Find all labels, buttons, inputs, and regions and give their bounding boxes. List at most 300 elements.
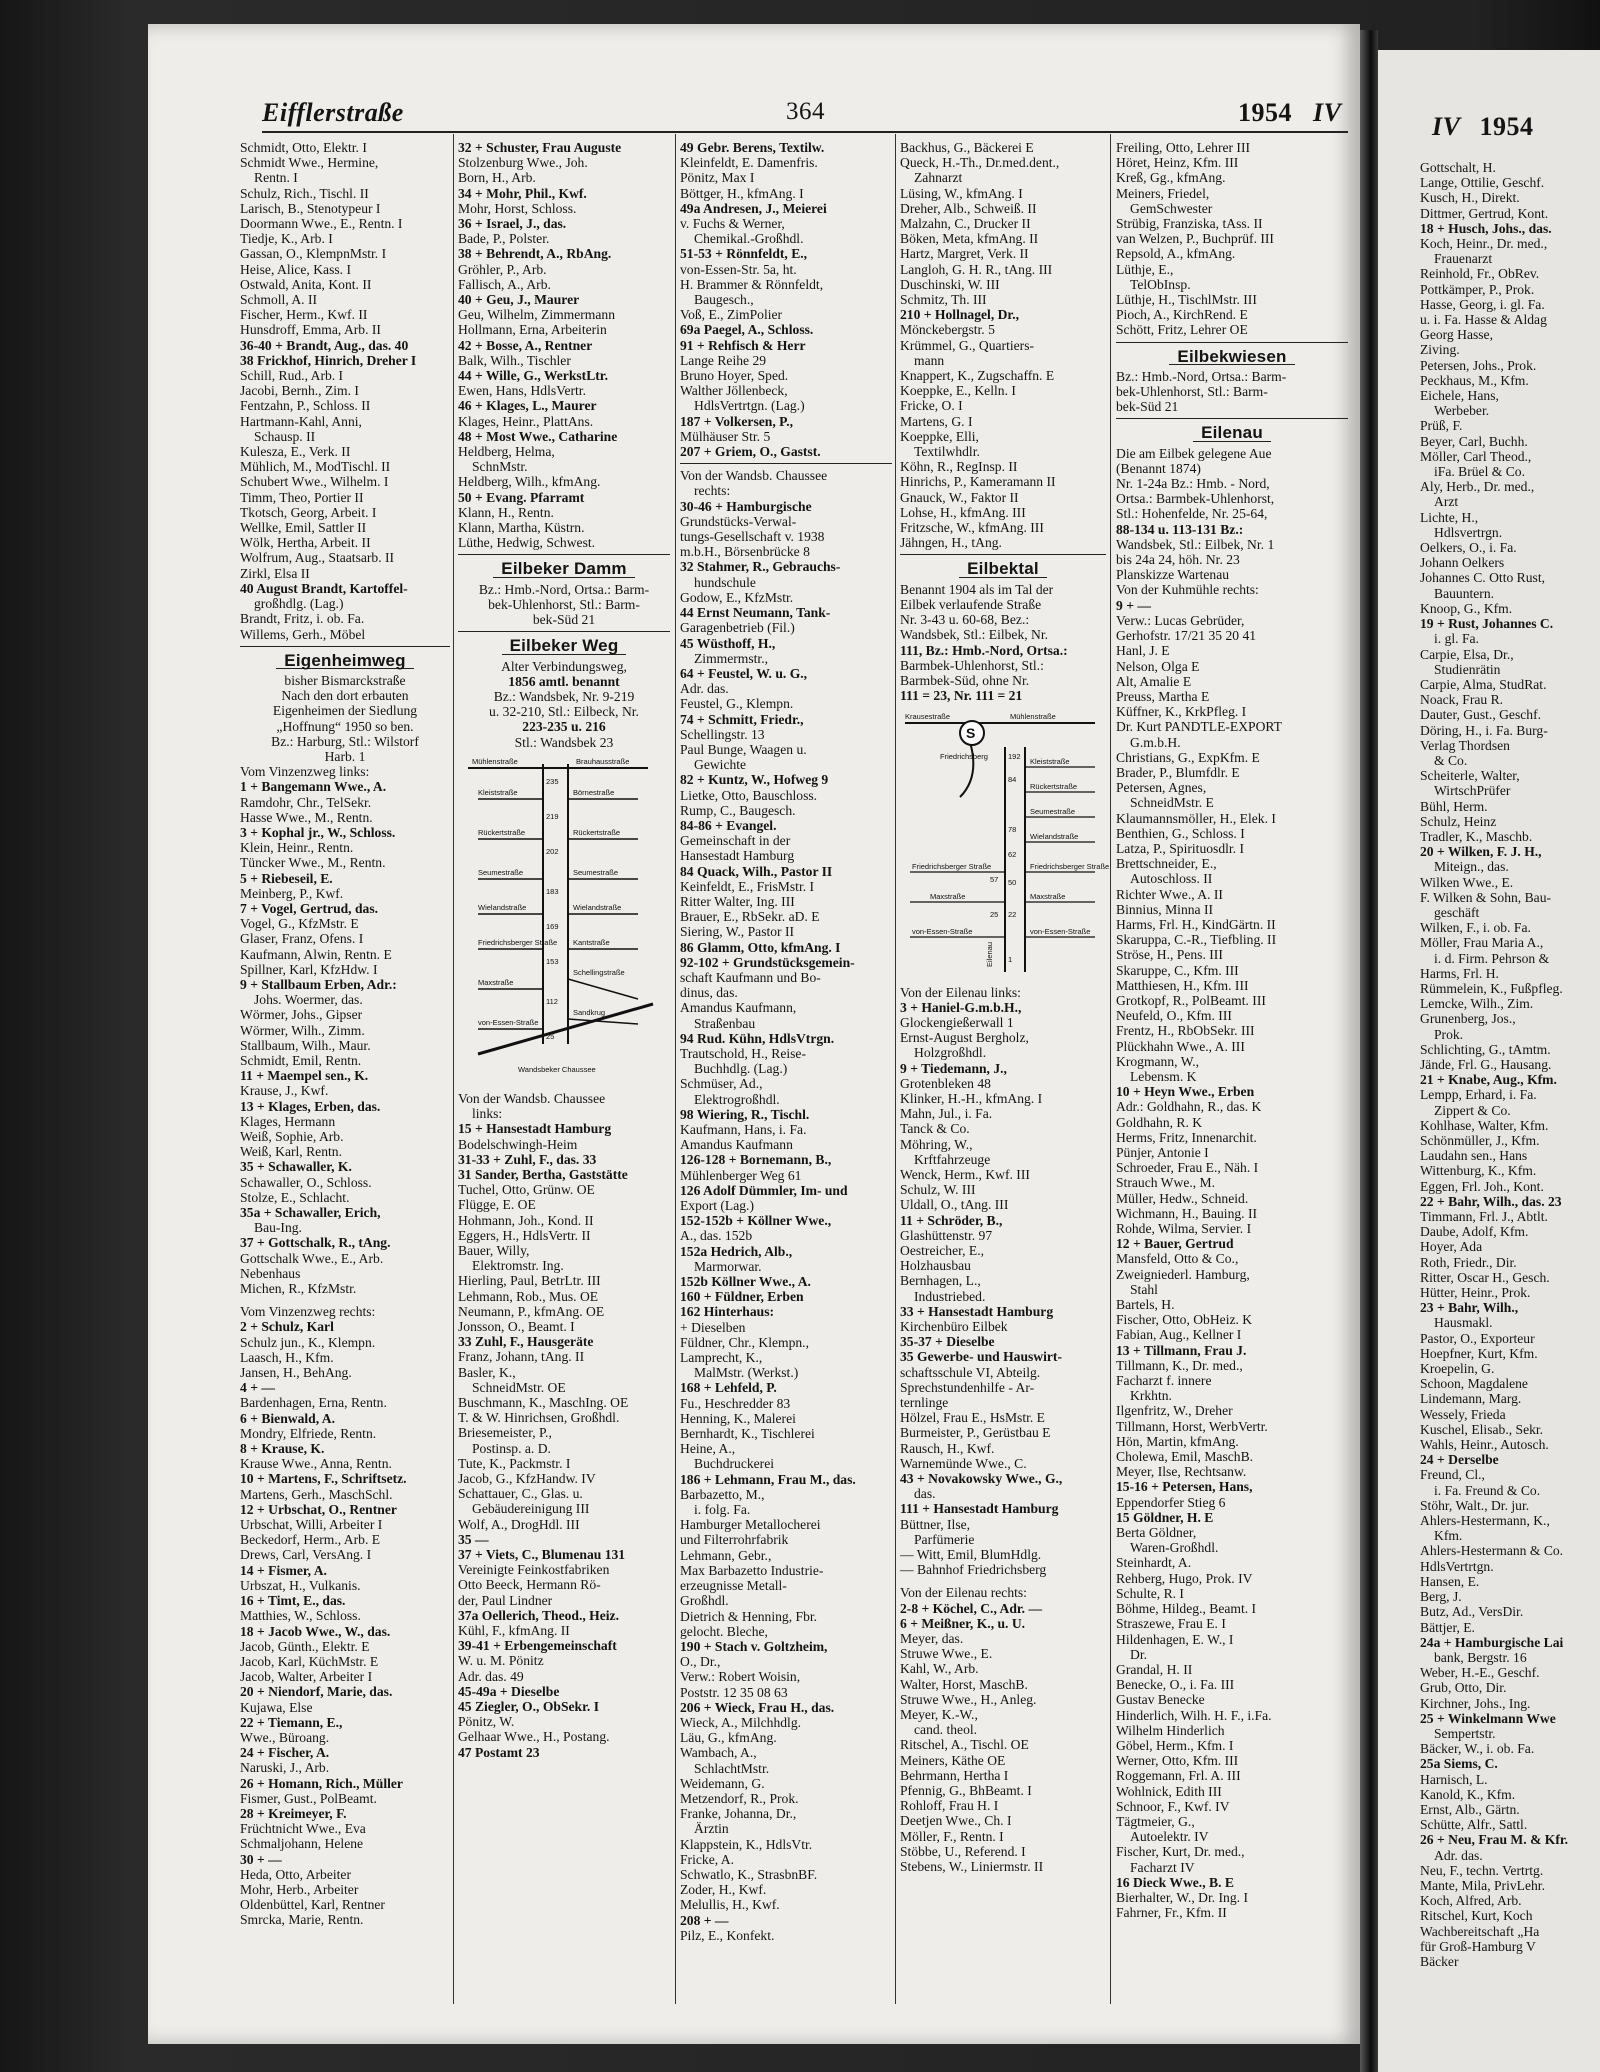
directory-entry: Wörmer, Johs., Gipser	[240, 1007, 363, 1023]
directory-entry: Bättjer, E.	[1420, 1619, 1475, 1635]
street-description	[458, 659, 670, 750]
street-description	[900, 582, 1106, 704]
directory-entry: Lindemann, Marg.	[1420, 1391, 1522, 1407]
directory-entry: Steinhardt, A.	[1116, 1555, 1192, 1571]
directory-entry: Ahlers-Hestermann, K.,	[1420, 1513, 1550, 1529]
directory-entry: Zimmermstr.,	[694, 650, 769, 666]
map-number: 192	[1008, 752, 1021, 762]
directory-entry: Gottschalk Wwe., E., Arb.	[240, 1250, 384, 1266]
directory-entry: Mohr, Horst, Schloss.	[458, 200, 577, 216]
directory-entry: Hütter, Heinr., Prok.	[1420, 1285, 1531, 1301]
directory-entry: Trautschold, H., Reise-	[680, 1045, 806, 1061]
directory-entry: Lüthje, E.,	[1116, 261, 1174, 277]
directory-entry: Pönitz, W.	[458, 1714, 515, 1730]
directory-entry: Wessely, Frieda	[1420, 1406, 1506, 1422]
directory-entry: Kfm.	[1434, 1528, 1463, 1544]
directory-entry: Mohr, Herb., Arbeiter	[240, 1881, 359, 1897]
directory-entry: iFa. Brüel & Co.	[1434, 464, 1526, 480]
directory-entry: Schattauer, C., Glas. u.	[458, 1486, 583, 1502]
directory-entry: 36 + Israel, J., das.	[458, 216, 567, 232]
directory-entry: Strauch Wwe., M.	[1116, 1175, 1216, 1191]
directory-entry: Gustav Benecke	[1116, 1692, 1205, 1708]
directory-entry: Nr. 1-24a Bz.: Hmb. - Nord,	[1116, 476, 1270, 492]
map-label: Wielandstraße	[1030, 832, 1079, 842]
directory-entry: Scheiterle, Walter,	[1420, 768, 1520, 784]
map-number: 219	[546, 811, 559, 821]
directory-entry: 210 + Hollnagel, Dr.,	[900, 307, 1020, 323]
section-rule	[1116, 342, 1348, 343]
directory-entry: Mühlenberger Weg 61	[680, 1167, 802, 1183]
directory-entry: Meyer, das.	[900, 1631, 964, 1647]
directory-entry: Knappert, K., Zugschaffn. E	[900, 368, 1055, 384]
directory-entry: 36-40 + Brandt, Aug., das. 40	[240, 337, 409, 353]
directory-entry: Tanck & Co.	[900, 1121, 970, 1137]
directory-entry: 190 + Stach v. Goltzheim,	[680, 1638, 828, 1654]
directory-entry: Wwe., Büroang.	[240, 1729, 330, 1745]
directory-entry: 44 Ernst Neumann, Tank-	[680, 605, 831, 621]
directory-entry: Zoder, H., Kwf.	[680, 1882, 767, 1898]
directory-entry: das.	[914, 1486, 936, 1502]
directory-entry: Duschinski, W. III	[900, 276, 1000, 292]
next-volume-label: IV	[1432, 112, 1461, 141]
directory-entry: Studienrätin	[1434, 661, 1501, 677]
directory-entry: Miteign., das.	[1434, 859, 1509, 875]
directory-entry: Sprechstundenhilfe - Ar-	[900, 1379, 1035, 1395]
directory-entry: Backhus, G., Bäckerei E	[900, 140, 1034, 155]
directory-entry: Schellingstr. 13	[680, 726, 765, 742]
directory-entry: Balk, Wilh., Tischler	[458, 352, 571, 368]
directory-entry: Lüsing, W., kfmAng. I	[900, 185, 1023, 201]
directory-entry: Jonsson, O., Beamt. I	[458, 1318, 575, 1334]
directory-entry: Eppendorfer Stieg 6	[1116, 1494, 1226, 1510]
directory-entry: Grotkopf, R., PolBeamt. III	[1116, 992, 1266, 1008]
directory-entry: Brettschneider, E.,	[1116, 856, 1217, 872]
directory-entry: 24 + Derselbe	[1420, 1452, 1499, 1468]
directory-entry: Lüthe, Hedwig, Schwest.	[458, 535, 596, 551]
directory-entry: Hartz, Margret, Verk. II	[900, 246, 1029, 262]
directory-entry: SchlachtMstr.	[694, 1760, 770, 1776]
directory-entry: Fischer, Herm., Kwf. II	[240, 307, 368, 323]
directory-entry: 35 —	[458, 1531, 489, 1547]
directory-entry: Flügge, E. OE	[458, 1197, 536, 1213]
directory-entry: Zirkl, Elsa II	[240, 565, 310, 581]
directory-entry: 12 + Urbschat, O., Rentner	[240, 1501, 397, 1517]
column-divider	[895, 134, 896, 2004]
directory-entry: Meiners, Käthe OE	[900, 1752, 1006, 1768]
directory-entry: 31 Sander, Bertha, Gaststätte	[458, 1166, 628, 1182]
directory-entry: Dauter, Gust., Geschf.	[1420, 707, 1542, 723]
directory-entry: Kaufmann, Hans, i. Fa.	[680, 1122, 807, 1137]
directory-entry: Prok.	[1434, 1026, 1464, 1042]
directory-entry: Tute, K., Packmstr. I	[458, 1455, 571, 1471]
directory-entry: großhdlg. (Lag.)	[254, 596, 344, 612]
directory-entry: Bz.: Hmb.-Nord, Ortsa.: Barm-	[1116, 368, 1287, 384]
directory-entry: F. Wilken & Sohn, Bau-	[1420, 889, 1552, 905]
directory-entry: Binnius, Minna II	[1116, 901, 1214, 917]
directory-entry: Holzgroßhdl.	[914, 1045, 987, 1061]
directory-entry: Baugesch.,	[694, 292, 754, 308]
directory-entry: Kroepelin, G.	[1420, 1361, 1495, 1377]
street-heading-eilenau	[1116, 425, 1348, 441]
directory-entry: 46 + Klages, L., Maurer	[458, 398, 597, 414]
directory-entry: Repsold, A., kfmAng.	[1116, 246, 1236, 262]
directory-entry: Adr. das.	[680, 681, 729, 697]
directory-entry: Schmaljohann, Helene	[240, 1836, 364, 1852]
directory-entry: Schroeder, Frau E., Näh. I	[1116, 1160, 1259, 1176]
map-label: Maxstraße	[930, 892, 966, 902]
directory-entry: Kujawa, Else	[240, 1699, 313, 1715]
directory-entry: i. folg. Fa.	[694, 1502, 751, 1518]
directory-entry: Glockengießerwall 1	[900, 1014, 1014, 1030]
directory-entry: 20 + Wilken, F. J. H.,	[1420, 844, 1542, 860]
directory-entry: Pottkämper, P., Prok.	[1420, 281, 1535, 297]
map-number: 235	[546, 776, 559, 786]
directory-entry: Daube, Adolf, Kfm.	[1420, 1224, 1529, 1240]
directory-entry: Lange Reihe 29	[680, 352, 767, 368]
directory-entry: Roth, Friedr., Dir.	[1420, 1254, 1517, 1270]
street-heading-eilbeker-damm	[458, 561, 670, 577]
directory-entry: u. i. Fa. Hasse & Aldag	[1420, 312, 1547, 328]
directory-entry: 223-235 u. 216	[522, 719, 606, 735]
directory-entry: v. Fuchs & Werner,	[680, 216, 785, 232]
directory-entry: Martens, G. I	[900, 413, 973, 429]
directory-entry: Gebäudereinigung III	[472, 1501, 590, 1517]
directory-entry: rechts:	[694, 483, 731, 499]
directory-entry: Wilken, F., i. ob. Fa.	[1420, 920, 1531, 936]
directory-entry: Gelhaar Wwe., H., Postang.	[458, 1729, 610, 1745]
directory-entry: 3 + Haniel-G.m.b.H.,	[900, 999, 1022, 1015]
directory-entry: 37 + Gottschalk, R., tAng.	[240, 1235, 391, 1251]
directory-entry: Brauer, E., RbSekr. aD. E	[680, 909, 820, 925]
directory-entry: Koeppke, Elli,	[900, 428, 979, 444]
directory-entry: „Hoffnung“ 1950 so ben.	[276, 718, 414, 734]
map-label: Eilenau	[985, 942, 994, 968]
directory-entry: 10 + Martens, F., Schriftsetz.	[240, 1471, 407, 1487]
directory-entry: 13 + Klages, Erben, das.	[240, 1098, 381, 1114]
directory-entry: 11 + Schröder, B.,	[900, 1212, 1003, 1228]
directory-entry: Otto Beeck, Hermann Rö-	[458, 1577, 601, 1593]
directory-entry: 34 + Mohr, Phil., Kwf.	[458, 185, 587, 201]
directory-entry: Klann, Martha, Küstrn.	[458, 520, 585, 536]
directory-entry: Schoon, Magdalene	[1420, 1376, 1528, 1392]
directory-entry: Mühlich, M., ModTischl. II	[240, 459, 391, 475]
directory-entry: Klages, Heinr., PlattAns.	[458, 413, 594, 429]
directory-entry: Hartmann-Kahl, Anni,	[240, 413, 362, 429]
directory-entry: Verlag Thordsen	[1420, 737, 1510, 753]
directory-entry: Naruski, J., Arb.	[240, 1760, 330, 1776]
map-number: 25	[546, 1031, 555, 1041]
directory-entry: Rausch, H., Kwf.	[900, 1440, 995, 1456]
next-page-column	[1420, 160, 1600, 2040]
directory-entry: Höret, Heinz, Kfm. III	[1116, 155, 1239, 171]
directory-entry: Sempertstr.	[1434, 1725, 1496, 1741]
directory-entry: Buchhdlg. (Lag.)	[694, 1061, 788, 1077]
running-head-street: Eifflerstraße	[262, 98, 404, 127]
directory-entry: Bäcker	[1420, 1953, 1459, 1969]
directory-entry: Harnisch, L.	[1420, 1771, 1488, 1787]
directory-entry: 18 + Jacob Wwe., W., das.	[240, 1623, 391, 1639]
directory-entry: Herms, Fritz, Innenarchit.	[1116, 1129, 1257, 1145]
directory-entry: 111 + Hansestadt Hamburg	[900, 1501, 1059, 1517]
directory-entry: Basler, K.,	[458, 1364, 516, 1380]
directory-entry: Zahnarzt	[914, 170, 963, 186]
directory-entry: Hoyer, Ada	[1420, 1239, 1483, 1255]
directory-entry: Adr. das. 49	[458, 1668, 524, 1684]
directory-entry: Uldall, O., tAng. III	[900, 1197, 1009, 1213]
map-number: 112	[546, 996, 558, 1006]
directory-entry: Pönitz, Max I	[680, 170, 755, 186]
directory-entry: Franz, Johann, tAng. II	[458, 1349, 585, 1365]
directory-entry: Eggen, Frl. Joh., Kont.	[1420, 1178, 1544, 1194]
map-label: Friedrichsberg	[940, 752, 988, 762]
directory-entry: Kleinfeldt, E. Damenfris.	[680, 155, 818, 171]
directory-entry: 39-41 + Erbengemeinschaft	[458, 1638, 617, 1654]
directory-entry: 24 + Fischer, A.	[240, 1745, 330, 1761]
directory-entry: Koch, Heinr., Dr. med.,	[1420, 236, 1548, 252]
section-rule	[900, 554, 1106, 555]
directory-entry: 30 + —	[240, 1851, 282, 1867]
directory-entry: 152a Hedrich, Alb.,	[680, 1243, 793, 1259]
directory-entry: Tuchel, Otto, Grünw. OE	[458, 1182, 595, 1198]
street-description	[458, 582, 670, 628]
directory-entry: Nebenhaus	[240, 1265, 301, 1281]
directory-entry: Koeppke, E., Kelln. I	[900, 383, 1016, 399]
street-heading-eilbeker-weg	[458, 638, 670, 654]
column-divider	[675, 134, 676, 2004]
entry-list	[680, 140, 892, 459]
column-1	[240, 140, 450, 2020]
directory-entry: bank, Bergstr. 16	[1434, 1649, 1527, 1665]
section-rule	[458, 631, 670, 632]
directory-entry: Schulz, Rich., Tischl. II	[240, 185, 369, 201]
directory-entry: Struwe Wwe., E.	[900, 1646, 993, 1662]
directory-entry: Dr. Kurt PANDTLE-EXPORT	[1116, 719, 1282, 735]
directory-entry: Kahl, W., Arb.	[900, 1661, 979, 1677]
directory-entry: Fricke, A.	[680, 1851, 734, 1867]
directory-entry: Fahrner, Fr., Kfm. II	[1116, 1905, 1227, 1921]
directory-entry: Jacob, Günth., Elektr. E	[240, 1638, 370, 1654]
directory-entry: Böttger, H., kfmAng. I	[680, 185, 804, 201]
directory-entry: 9 + —	[1116, 597, 1151, 613]
directory-entry: Timmann, Frl. J., Abtlt.	[1420, 1209, 1548, 1225]
directory-entry: Jacobi, Bernh., Zim. I	[240, 383, 359, 399]
directory-entry: Prüß, F.	[1420, 418, 1463, 434]
street-heading-eigenheimweg	[240, 650, 450, 670]
directory-entry: Tägtmeier, G.,	[1116, 1813, 1195, 1829]
directory-entry: MalMstr. (Werkst.)	[694, 1365, 799, 1381]
directory-entry: Klein, Heinr., Rentn.	[240, 840, 354, 856]
directory-entry: Grandal, H. II	[1116, 1661, 1193, 1677]
directory-entry: 25a Siems, C.	[1420, 1756, 1498, 1772]
map-label: von-Essen-Straße	[912, 927, 973, 937]
directory-entry: Johann Oelkers	[1420, 555, 1505, 571]
s-bahn-icon: S	[966, 725, 976, 742]
directory-entry: 7 + Vogel, Gertrud, das.	[240, 900, 379, 916]
directory-entry: Hinderlich, Wilh. H. F., i.Fa.	[1116, 1707, 1272, 1723]
directory-entry: Amandus Kaufmann	[680, 1137, 793, 1153]
directory-entry: der, Paul Lindner	[458, 1592, 553, 1608]
directory-entry: Vogel, G., KfzMstr. E	[240, 916, 359, 932]
directory-entry: 111, Bz.: Hmb.-Nord, Ortsa.:	[900, 642, 1068, 658]
directory-entry: 15 + Hansestadt Hamburg	[458, 1121, 612, 1137]
directory-entry: Lebensm. K	[1130, 1068, 1197, 1084]
directory-entry: Voß, E., ZimPolier	[680, 307, 783, 323]
directory-entry: Wichmann, H., Bauing. II	[1116, 1205, 1258, 1221]
directory-entry: 32 + Schuster, Frau Auguste	[458, 140, 622, 155]
street-plan-eilbeker-weg	[458, 754, 670, 1087]
map-number: 62	[1008, 850, 1017, 860]
directory-entry: Harms, Frl. H.	[1420, 965, 1499, 981]
directory-entry: Schausp. II	[254, 428, 316, 444]
directory-entry: bis 24a 24, höh. Nr. 23	[1116, 552, 1240, 568]
directory-entry: Fischer, Otto, ObHeiz. K	[1116, 1312, 1253, 1328]
directory-entry: Wenck, Herm., Kwf. III	[900, 1166, 1030, 1182]
directory-entry: Wieck, A., Milchhdlg.	[680, 1714, 802, 1730]
directory-entry: Burmeister, P., Gerüstbau E	[900, 1425, 1051, 1441]
directory-entry: gelocht. Bleche,	[680, 1623, 768, 1639]
directory-entry: bek-Uhlenhorst, Stl.: Barm-	[1116, 384, 1268, 400]
directory-entry: Bardenhagen, Erna, Rentn.	[240, 1395, 387, 1411]
directory-entry: erzeugnisse Metall-	[680, 1578, 787, 1594]
directory-entry: Schill, Rud., Arb. I	[240, 368, 344, 384]
directory-entry: Lehmann, Rob., Mus. OE	[458, 1288, 599, 1304]
directory-entry: Strübig, Franziska, tAss. II	[1116, 216, 1263, 232]
directory-entry: 15 Göldner, H. E	[1116, 1509, 1214, 1525]
directory-entry: 33 + Hansestadt Hamburg	[900, 1303, 1054, 1319]
directory-entry: 86 Glamm, Otto, kfmAng. I	[680, 939, 841, 955]
directory-entry: Noack, Frau R.	[1420, 692, 1504, 708]
volume-label: IV	[1313, 98, 1342, 127]
directory-entry: dinus, das.	[680, 985, 738, 1001]
directory-entry: bisher Bismarckstraße	[284, 672, 406, 688]
directory-entry: 9 + Stallbaum Erben, Adr.:	[240, 976, 397, 992]
directory-entry: 10 + Heyn Wwe., Erben	[1116, 1084, 1255, 1100]
map-label: Kantstraße	[573, 937, 610, 947]
directory-entry: Bernhagen, L.,	[900, 1273, 981, 1289]
directory-entry: Export (Lag.)	[680, 1198, 754, 1214]
directory-entry: 24a + Hamburgische Lai	[1420, 1634, 1564, 1650]
directory-entry: Hanl, J. E	[1116, 643, 1170, 659]
directory-entry: 84 Quack, Wilh., Pastor II	[680, 863, 833, 879]
directory-entry: 37a Oellerich, Theod., Heiz.	[458, 1607, 619, 1623]
directory-entry: Fu., Heschredder 83	[680, 1395, 791, 1411]
map-label: Brauhausstraße	[576, 756, 630, 766]
directory-entry: Pünjer, Antonie I	[1116, 1145, 1209, 1160]
directory-entry: Textilwhdlr.	[914, 444, 980, 460]
directory-entry: Wilken Wwe., E.	[1420, 874, 1514, 890]
map-label: Mühlenstraße	[1010, 712, 1056, 722]
map-label: Friedrichsberger Straße	[912, 862, 992, 872]
directory-entry: Zippert & Co.	[1434, 1102, 1511, 1118]
map-label: Friedrichsberger Straße	[478, 937, 558, 947]
directory-entry: Ziving.	[1420, 342, 1460, 358]
directory-entry: Schawaller, O., Schloss.	[240, 1174, 372, 1190]
directory-entry: Fismer, Gust., PolBeamt.	[240, 1790, 377, 1806]
entry-list	[680, 468, 892, 1943]
directory-entry: 168 + Lehfeld, P.	[680, 1380, 777, 1396]
directory-entry: Großhdl.	[680, 1593, 729, 1609]
directory-entry: GemSchwester	[1130, 200, 1213, 216]
directory-entry: 2-8 + Köchel, C., Adr. —	[900, 1600, 1043, 1616]
directory-entry: Ahlers-Hestermann & Co.	[1420, 1543, 1564, 1559]
directory-entry: Müller, Hedw., Schneid.	[1116, 1190, 1249, 1206]
directory-entry: Gewichte	[694, 757, 747, 773]
directory-entry: Beyer, Carl, Buchh.	[1420, 433, 1528, 449]
directory-entry: Fallisch, A., Arb.	[458, 276, 551, 292]
directory-entry: 38 Frickhof, Hinrich, Dreher I	[240, 352, 417, 368]
street-title: Eilbeker Damm	[493, 561, 634, 577]
directory-entry: Harms, Frl. H., KindGärtn. II	[1116, 916, 1276, 932]
directory-entry: Klann, H., Rentn.	[458, 504, 554, 520]
directory-entry: Wambach, A.,	[680, 1745, 757, 1761]
directory-entry: Von der Eilenau rechts:	[900, 1585, 1027, 1601]
directory-entry: Schlichting, G., tAmtm.	[1420, 1041, 1551, 1057]
directory-entry: Matthies, W., Schloss.	[240, 1608, 361, 1624]
page-number: 364	[786, 98, 825, 125]
directory-entry: Wolf, A., DrogHdl. III	[458, 1516, 580, 1532]
directory-entry: Neufeld, O., Kfm. III	[1116, 1008, 1232, 1024]
map-label: Rückertstraße	[478, 827, 526, 837]
directory-entry: Vom Vinzenzweg links:	[240, 764, 370, 780]
directory-entry: Georg Hasse,	[1420, 327, 1493, 343]
directory-entry: 50 + Evang. Pfarramt	[458, 489, 585, 505]
directory-entry: 35a + Schawaller, Erich,	[240, 1205, 381, 1221]
directory-entry: 37 + Viets, C., Blumenau 131	[458, 1547, 626, 1563]
directory-entry: 3 + Kophal jr., W., Schloss.	[240, 824, 396, 840]
directory-entry: Gnauck, W., Faktor II	[900, 489, 1019, 505]
directory-entry: Siering, W., Pastor II	[680, 924, 795, 940]
directory-entry: schaftsschule VI, Abteilg.	[900, 1364, 1041, 1380]
directory-entry: Malzahn, C., Drucker II	[900, 216, 1031, 232]
directory-entry: Stahl	[1130, 1281, 1158, 1297]
directory-entry: Hdlsvertrgn.	[1434, 524, 1503, 540]
map-label: Wielandstraße	[478, 902, 527, 912]
directory-entry: Deetjen Wwe., Ch. I	[900, 1813, 1012, 1829]
column-divider	[1110, 134, 1111, 2004]
directory-entry: Hasse Wwe., M., Rentn.	[240, 809, 373, 825]
directory-entry: Ramdohr, Chr., TelSekr.	[240, 794, 372, 810]
directory-entry: 208 + —	[680, 1912, 729, 1928]
directory-entry: Fricke, O. I	[900, 398, 963, 414]
directory-entry: Hierling, Paul, BetrLtr. III	[458, 1273, 601, 1289]
directory-entry: Schulte, R. I	[1116, 1585, 1184, 1601]
directory-entry: 88-134 u. 113-131 Bz.:	[1116, 521, 1244, 537]
directory-entry: 25 + Winkelmann Wwe	[1420, 1710, 1556, 1726]
map-number: 57	[990, 875, 999, 885]
directory-entry: Kanold, K., Kfm.	[1420, 1786, 1516, 1802]
directory-entry: Elektromstr. Ing.	[472, 1258, 564, 1274]
directory-entry: Krkhtn.	[1130, 1388, 1172, 1404]
directory-entry: hundschule	[694, 574, 756, 590]
directory-entry: Ritter, Oscar H., Gesch.	[1420, 1269, 1550, 1285]
directory-entry: Bauuntern.	[1434, 585, 1495, 601]
column-2	[458, 140, 670, 2020]
map-svg	[900, 707, 1110, 977]
directory-entry: Warnemünde Wwe., C.	[900, 1455, 1027, 1471]
directory-entry: Möller, F., Rentn. I	[900, 1828, 1004, 1844]
directory-entry: Von der Eilenau links:	[900, 984, 1021, 1000]
directory-entry: Amandus Kaufmann,	[680, 1000, 797, 1016]
directory-entry: Schmüser, Ad.,	[680, 1076, 763, 1092]
map-number: 183	[546, 886, 559, 896]
directory-entry: Kuschel, Elisab., Sekr.	[1420, 1421, 1544, 1437]
directory-entry: Lemcke, Wilh., Zim.	[1420, 996, 1534, 1012]
directory-entry: Fabian, Aug., Kellner I	[1116, 1327, 1242, 1343]
directory-entry: SchneidMstr. OE	[472, 1379, 566, 1395]
directory-entry: 49 Gebr. Berens, Textilw.	[680, 140, 825, 155]
map-svg	[458, 754, 658, 1084]
street-title: Eilbeker Weg	[502, 638, 627, 654]
